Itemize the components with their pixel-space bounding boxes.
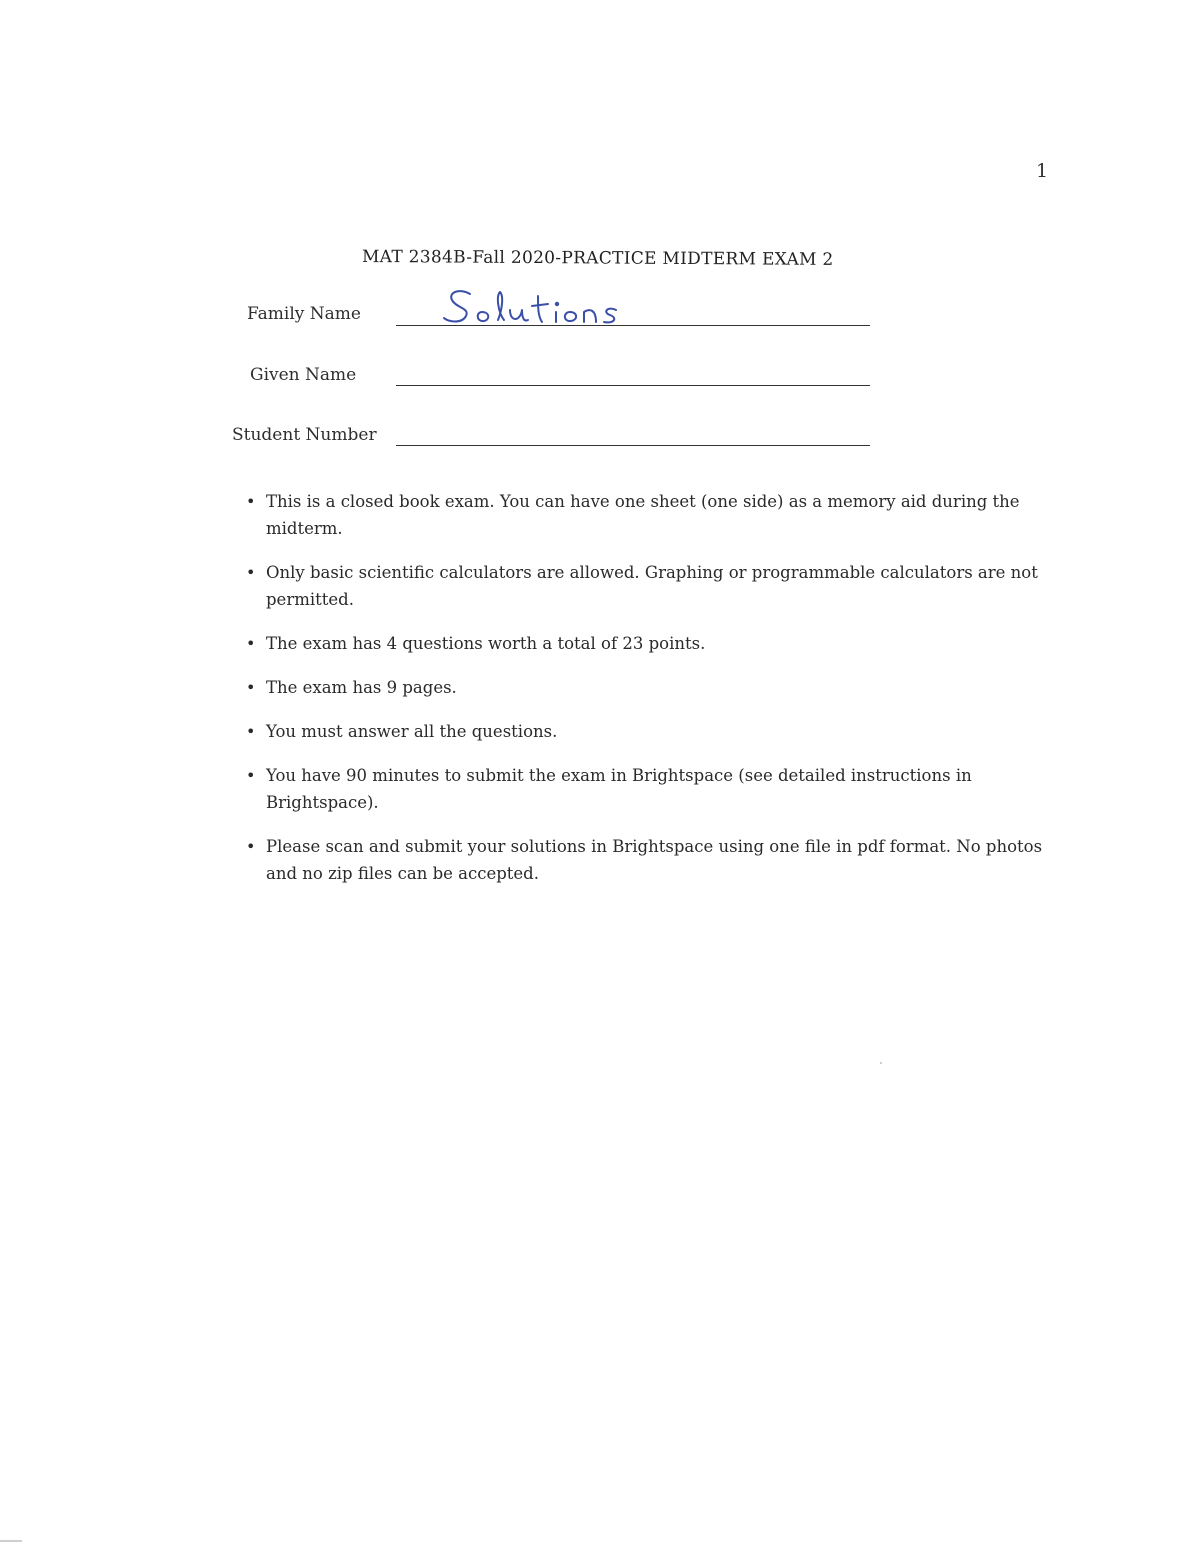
instruction-item: • You must answer all the questions. <box>240 718 1060 745</box>
scan-artifact <box>880 1062 882 1064</box>
instruction-item: • You have 90 minutes to submit the exam in Brightspace (see detailed instructions in Brightspace). <box>240 762 1060 816</box>
family-name-handwritten-signature <box>440 282 660 338</box>
instruction-item: • The exam has 4 questions worth a total of 23 points. <box>240 630 1060 657</box>
student-number-line[interactable] <box>396 445 870 446</box>
student-number-label: Student Number <box>232 425 377 445</box>
instruction-item: • This is a closed book exam. You can have one sheet (one side) as a memory aid during the midterm. <box>240 488 1060 542</box>
instruction-item: • The exam has 9 pages. <box>240 674 1060 701</box>
scan-artifact <box>0 1540 22 1542</box>
instruction-item: • Please scan and submit your solutions in Brightspace using one file in pdf format. No photos and no zip files can be accepted. <box>240 833 1060 887</box>
family-name-label: Family Name <box>247 304 361 324</box>
given-name-label: Given Name <box>250 365 357 385</box>
instruction-item: • Only basic scientific calculators are allowed. Graphing or programmable calculators are not permitted. <box>240 559 1060 613</box>
page-number: 1 <box>1036 160 1049 182</box>
given-name-line[interactable] <box>396 385 870 386</box>
exam-title: MAT 2384B-Fall 2020-PRACTICE MIDTERM EXAM 2 <box>361 247 834 270</box>
instructions-list <box>240 488 1060 904</box>
